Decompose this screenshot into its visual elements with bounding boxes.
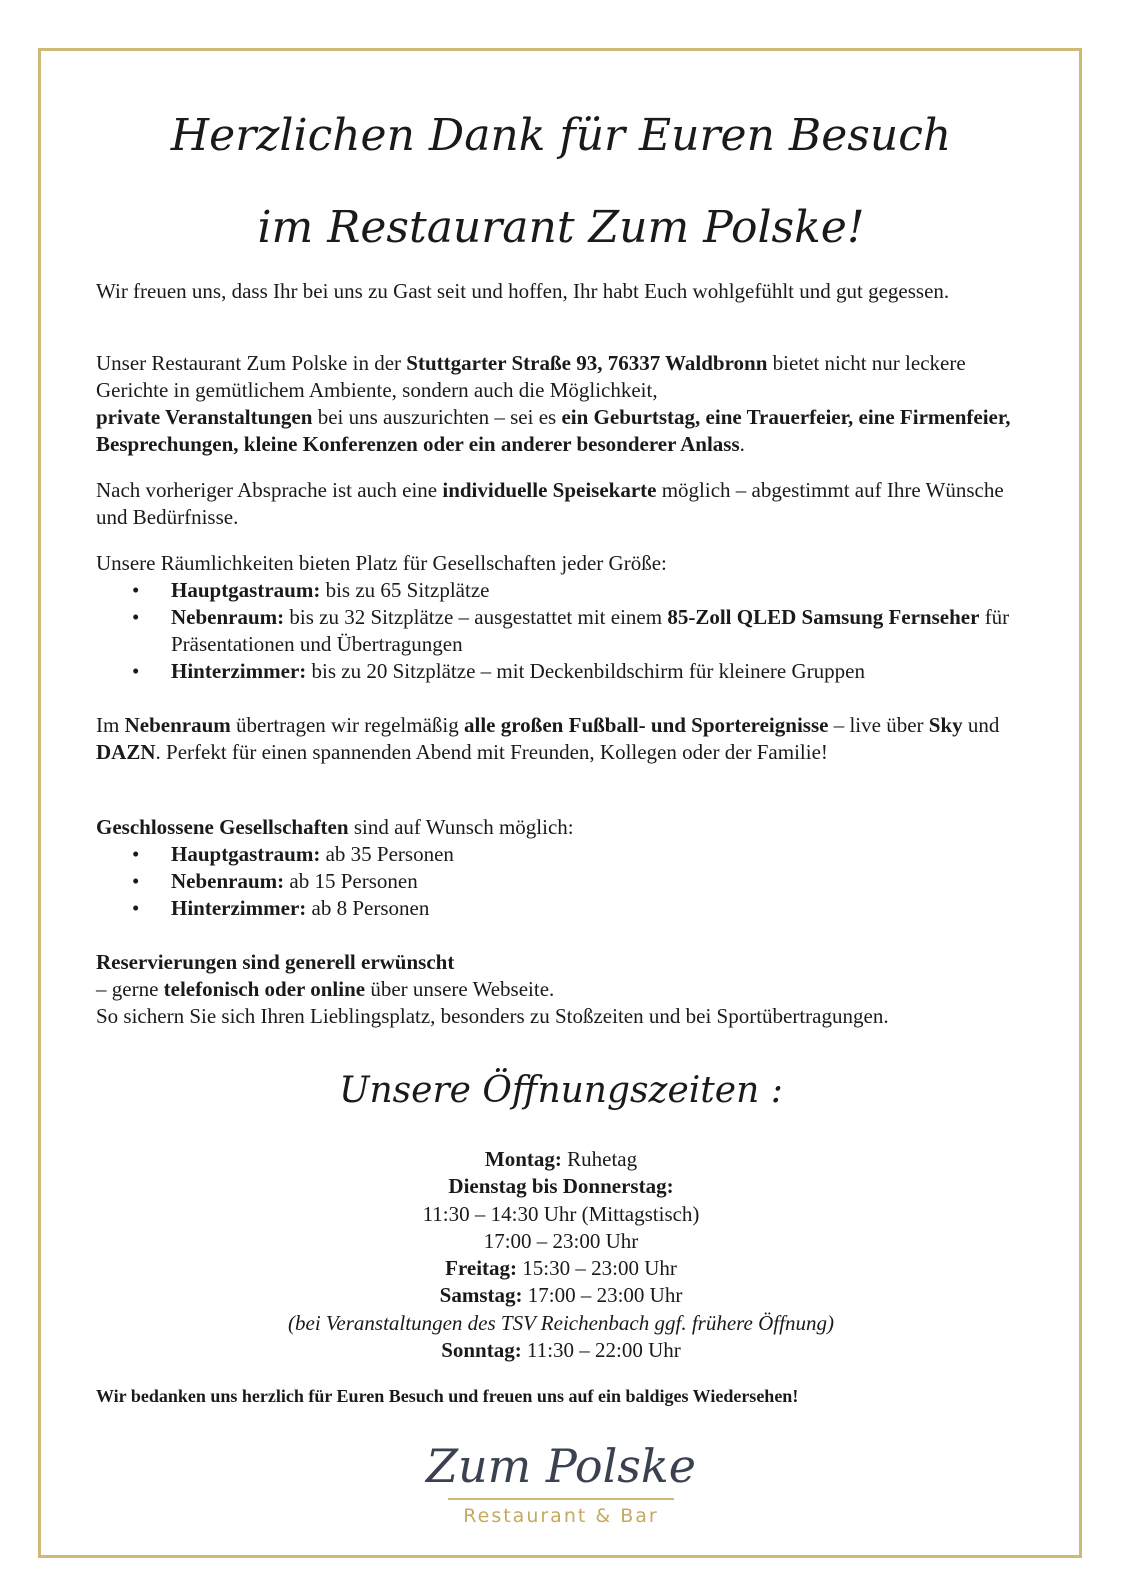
address: Stuttgarter Straße 93, 76337 Waldbronn xyxy=(406,351,768,375)
rooms-section xyxy=(96,550,1036,685)
room-capacity: für Präsentationen und Übertragungen xyxy=(171,605,1010,656)
closed-parties-list xyxy=(96,841,1036,922)
closed-parties-section xyxy=(96,814,1036,922)
text: – live über xyxy=(828,713,929,737)
min-persons: ab 35 Personen xyxy=(320,842,454,866)
day-label: Dienstag bis Donnerstag: xyxy=(448,1174,674,1199)
opening-hours-title: Unsere Öffnungszeiten : xyxy=(339,1070,783,1111)
room-name: Nebenraum: xyxy=(171,869,285,893)
list-item xyxy=(96,604,1036,658)
hours-evening: 17:00 – 23:00 Uhr xyxy=(483,1228,639,1253)
event-types: ein Geburtstag, eine Trauerfeier, eine Firmenfeier, Besprechungen, kleine Konferenzen oder ein anderer besonderer Anlass xyxy=(96,405,1011,456)
text: . xyxy=(739,432,745,456)
text: über unsere Webseite. xyxy=(365,977,555,1001)
hours-tue-thu xyxy=(0,1173,1122,1200)
bullet: • xyxy=(132,659,140,683)
day-label: Freitag: xyxy=(445,1256,518,1281)
min-persons: ab 8 Personen xyxy=(306,896,430,920)
list-item xyxy=(96,868,1036,895)
hours-monday xyxy=(0,1146,1122,1173)
individual-menu: individuelle Speisekarte xyxy=(442,478,657,502)
tv-feature: 85-Zoll QLED Samsung Fernseher xyxy=(667,605,980,629)
menu-paragraph xyxy=(96,477,1036,531)
day-label: Montag: xyxy=(484,1147,562,1171)
bullet: • xyxy=(132,869,140,893)
room-name: Nebenraum: xyxy=(171,605,285,629)
sports-events: alle großen Fußball- und Sportereignisse xyxy=(464,713,829,737)
room-name: Hauptgastraum: xyxy=(171,578,321,602)
sports-paragraph xyxy=(96,712,1036,766)
list-item xyxy=(96,841,1036,868)
min-persons: ab 15 Personen xyxy=(284,869,418,893)
reservation-section xyxy=(96,949,1036,1030)
room: Nebenraum xyxy=(124,713,231,737)
text: übertragen wir regelmäßig xyxy=(230,713,464,737)
day-label: Samstag: xyxy=(439,1283,523,1308)
text: und xyxy=(962,713,1000,737)
sky: Sky xyxy=(928,713,963,737)
text: sind auf Wunsch möglich: xyxy=(348,815,574,839)
day-value: 17:00 – 23:00 Uhr xyxy=(522,1283,683,1308)
text: möglich – abgestimmt auf Ihre Wünsche und Bedürfnisse. xyxy=(96,478,1004,529)
list-item xyxy=(96,658,1036,685)
closing-text: Wir bedanken uns herzlich für Euren Besuch und freuen uns auf ein baldiges Wiedersehen! xyxy=(96,1386,799,1406)
hours-saturday xyxy=(0,1282,1122,1309)
bullet: • xyxy=(132,896,140,920)
room-capacity: bis zu 65 Sitzplätze xyxy=(320,578,490,602)
room-name: Hinterzimmer: xyxy=(171,659,307,683)
bullet: • xyxy=(132,578,140,602)
private-events: private Veranstaltungen xyxy=(96,405,313,429)
opening-hours xyxy=(0,1146,1122,1364)
rooms-intro: Unsere Räumlichkeiten bieten Platz für Gesellschaften jeder Größe: xyxy=(96,551,667,575)
room-name: Hauptgastraum: xyxy=(171,842,321,866)
list-item xyxy=(96,895,1036,922)
intro-paragraph xyxy=(96,278,1036,305)
text: . Perfekt für einen spannenden Abend mit Freunden, Kollegen oder der Familie! xyxy=(155,740,828,764)
list-item xyxy=(96,577,1036,604)
room-capacity: bis zu 32 Sitzplätze – ausgestattet mit einem xyxy=(284,605,668,629)
title-line-2: im Restaurant Zum Polske! xyxy=(257,202,865,253)
dazn: DAZN xyxy=(96,740,156,764)
text: Im xyxy=(96,713,125,737)
events-paragraph xyxy=(96,350,1036,458)
intro-text: Wir freuen uns, dass Ihr bei uns zu Gast seit und hoffen, Ihr habt Euch wohlgefühlt und gut gegessen. xyxy=(96,279,950,303)
text: bietet nicht nur leckere Gerichte in gemütlichem Ambiente, sondern auch die Möglichkeit, xyxy=(96,351,966,402)
title-line-1: Herzlichen Dank für Euren Besuch xyxy=(170,110,952,161)
day-label: Sonntag: xyxy=(441,1338,522,1363)
bullet: • xyxy=(132,842,140,866)
text: Unser Restaurant Zum Polske in der xyxy=(96,351,407,375)
logo-divider xyxy=(448,1498,674,1500)
restaurant-logo xyxy=(0,1440,1122,1528)
day-value: Ruhetag xyxy=(561,1147,638,1171)
logo-name: Zum Polske xyxy=(425,1439,697,1493)
bullet: • xyxy=(132,605,140,629)
hours-lunch: 11:30 – 14:30 Uhr (Mittagstisch) xyxy=(422,1201,700,1226)
room-capacity: bis zu 20 Sitzplätze – mit Deckenbildschirm für kleinere Gruppen xyxy=(306,659,865,683)
hours-friday xyxy=(0,1255,1122,1282)
reservation-note: So sichern Sie sich Ihren Lieblingsplatz, besonders zu Stoßzeiten und bei Sportübertragungen. xyxy=(96,1004,889,1028)
rooms-list xyxy=(96,577,1036,685)
room-name: Hinterzimmer: xyxy=(171,896,307,920)
hours-sunday xyxy=(0,1337,1122,1364)
reservation-method: telefonisch oder online xyxy=(163,977,366,1001)
text: bei uns auszurichten – sei es xyxy=(312,405,562,429)
saturday-note: (bei Veranstaltungen des TSV Reichenbach ggf. frühere Öffnung) xyxy=(288,1310,834,1335)
reservation-title: Reservierungen sind generell erwünscht xyxy=(96,950,455,974)
text: Nach vorheriger Absprache ist auch eine xyxy=(96,478,443,502)
day-value: 11:30 – 22:00 Uhr xyxy=(521,1338,681,1363)
closed-parties-title: Geschlossene Gesellschaften xyxy=(96,815,349,839)
logo-subtitle: Restaurant & Bar xyxy=(463,1505,659,1527)
text: – gerne xyxy=(96,977,164,1001)
day-value: 15:30 – 23:00 Uhr xyxy=(517,1256,677,1281)
